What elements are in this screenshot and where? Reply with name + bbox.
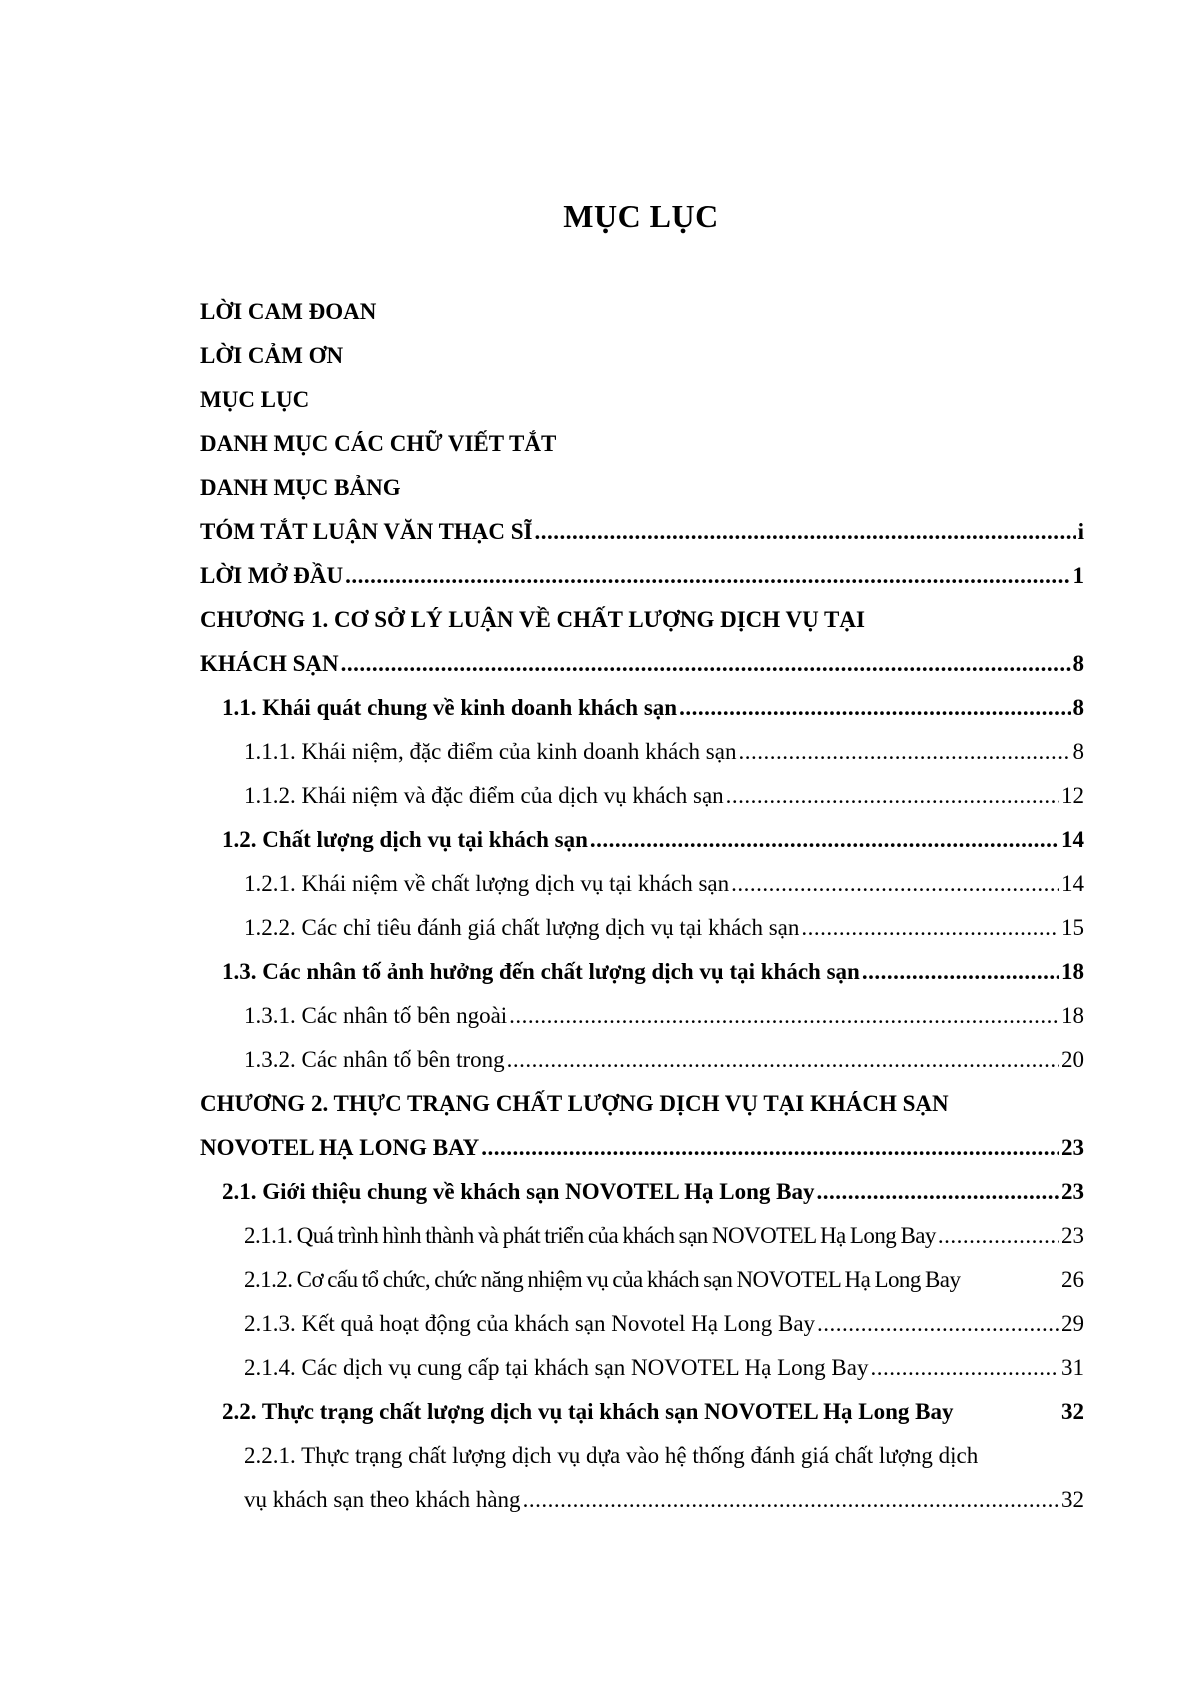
toc-entry — [200, 906, 1084, 950]
toc-page-number: 15 — [1061, 915, 1084, 940]
toc-entry — [200, 1302, 1084, 1346]
toc-entry-text: 1.2.1. Khái niệm về chất lượng dịch vụ tại khách sạn — [244, 871, 730, 896]
dot-leader — [481, 1126, 1059, 1170]
toc-page-number: 1 — [1072, 563, 1084, 588]
dot-leader — [731, 862, 1059, 906]
toc-entry — [200, 1258, 1084, 1302]
toc-page-number: 23 — [1061, 1223, 1084, 1248]
toc-page-number: 31 — [1061, 1355, 1084, 1380]
toc-entry-text: 1.1.2. Khái niệm và đặc điểm của dịch vụ khách sạn — [244, 783, 724, 808]
toc-page-number: 12 — [1061, 783, 1084, 808]
table-of-contents — [200, 290, 1084, 1522]
toc-entry — [200, 1390, 1084, 1434]
toc-entry-text: KHÁCH SẠN — [200, 651, 339, 676]
dot-leader — [535, 510, 1076, 554]
toc-page-number: 8 — [1072, 739, 1084, 764]
toc-entry-text: 2.1.4. Các dịch vụ cung cấp tại khách sạn NOVOTEL Hạ Long Bay — [244, 1355, 869, 1380]
toc-entry — [200, 1170, 1084, 1214]
toc-entry — [200, 1434, 1084, 1478]
toc-entry — [200, 1346, 1084, 1390]
dot-leader — [590, 818, 1059, 862]
toc-entry-text: DANH MỤC BẢNG — [200, 475, 401, 500]
toc-entry — [200, 554, 1084, 598]
dot-leader — [738, 730, 1070, 774]
toc-page-number: 26 — [1061, 1267, 1084, 1292]
toc-entry-text: DANH MỤC CÁC CHỮ VIẾT TẮT — [200, 431, 557, 456]
toc-page-number: 20 — [1061, 1047, 1084, 1072]
toc-entry-text: vụ khách sạn theo khách hàng — [244, 1487, 521, 1512]
dot-leader — [523, 1478, 1059, 1522]
toc-entry — [200, 378, 1084, 422]
dot-leader — [862, 950, 1059, 994]
toc-entry-text: MỤC LỤC — [200, 387, 310, 412]
page-title: MỤC LỤC — [563, 198, 719, 234]
toc-entry-text: 2.1. Giới thiệu chung về khách sạn NOVOTEL Hạ Long Bay — [222, 1179, 815, 1204]
dot-leader — [507, 1038, 1059, 1082]
dot-leader — [817, 1302, 1059, 1346]
toc-entry-text: 2.1.2. Cơ cấu tổ chức, chức năng nhiệm vụ của khách sạn NOVOTEL Hạ Long Bay — [244, 1267, 961, 1292]
toc-page-number: 23 — [1061, 1135, 1084, 1160]
toc-entry-text: 1.1. Khái quát chung về kinh doanh khách sạn — [222, 695, 678, 720]
toc-entry — [200, 1126, 1084, 1170]
toc-page-number: 29 — [1061, 1311, 1084, 1336]
toc-page-number: 14 — [1061, 827, 1084, 852]
dot-leader — [345, 554, 1070, 598]
toc-page-number: 14 — [1061, 871, 1084, 896]
toc-entry-text: CHƯƠNG 1. CƠ SỞ LÝ LUẬN VỀ CHẤT LƯỢNG DỊCH VỤ TẠI — [200, 607, 865, 632]
toc-entry — [200, 642, 1084, 686]
toc-entry — [200, 334, 1084, 378]
toc-entry — [200, 466, 1084, 510]
toc-entry-text: CHƯƠNG 2. THỰC TRẠNG CHẤT LƯỢNG DỊCH VỤ TẠI KHÁCH SẠN — [200, 1091, 949, 1116]
toc-entry — [200, 774, 1084, 818]
toc-entry — [200, 994, 1084, 1038]
toc-entry — [200, 1214, 1084, 1258]
toc-entry — [200, 598, 1084, 642]
toc-entry-text: 2.1.1. Quá trình hình thành và phát triển của khách sạn NOVOTEL Hạ Long Bay — [244, 1223, 936, 1248]
toc-page-number: 18 — [1061, 959, 1084, 984]
toc-entry — [200, 510, 1084, 554]
toc-entry — [200, 290, 1084, 334]
toc-page-number: 18 — [1061, 1003, 1084, 1028]
toc-entry-text: NOVOTEL HẠ LONG BAY — [200, 1135, 480, 1160]
toc-page-number: 23 — [1061, 1179, 1084, 1204]
toc-entry-text: 2.1.3. Kết quả hoạt động của khách sạn Novotel Hạ Long Bay — [244, 1311, 816, 1336]
toc-page-number: 32 — [1061, 1487, 1084, 1512]
toc-page-number: 8 — [1072, 651, 1084, 676]
toc-entry-text: 1.2.2. Các chỉ tiêu đánh giá chất lượng dịch vụ tại khách sạn — [244, 915, 800, 940]
toc-entry-text: 1.1.1. Khái niệm, đặc điểm của kinh doanh khách sạn — [244, 739, 737, 764]
dot-leader — [870, 1346, 1059, 1390]
toc-entry — [200, 686, 1084, 730]
toc-entry — [200, 1038, 1084, 1082]
toc-entry — [200, 730, 1084, 774]
toc-entry — [200, 1082, 1084, 1126]
dot-leader — [341, 642, 1071, 686]
dot-leader — [938, 1214, 1059, 1258]
toc-entry-text: 1.3.2. Các nhân tố bên trong — [244, 1047, 505, 1072]
toc-entry — [200, 422, 1084, 466]
toc-entry — [200, 950, 1084, 994]
dot-leader — [509, 994, 1059, 1038]
toc-entry-text: TÓM TẮT LUẬN VĂN THẠC SĨ — [200, 519, 533, 544]
toc-page-number: 32 — [1061, 1399, 1084, 1424]
toc-entry-text: 1.3. Các nhân tố ảnh hưởng đến chất lượng dịch vụ tại khách sạn — [222, 959, 860, 984]
toc-entry-text: LỜI CẢM ƠN — [200, 343, 344, 368]
toc-entry-text: 1.2. Chất lượng dịch vụ tại khách sạn — [222, 827, 588, 852]
dot-leader — [817, 1170, 1059, 1214]
toc-entry-text: 2.2. Thực trạng chất lượng dịch vụ tại khách sạn NOVOTEL Hạ Long Bay — [222, 1399, 954, 1424]
toc-entry-text: 1.3.1. Các nhân tố bên ngoài — [244, 1003, 508, 1028]
dot-leader — [726, 774, 1059, 818]
toc-page-number: i — [1077, 519, 1084, 544]
toc-page-number: 8 — [1072, 695, 1084, 720]
dot-leader — [801, 906, 1059, 950]
toc-entry — [200, 818, 1084, 862]
dot-leader — [679, 686, 1070, 730]
toc-entry — [200, 1478, 1084, 1522]
toc-entry-text: 2.2.1. Thực trạng chất lượng dịch vụ dựa vào hệ thống đánh giá chất lượng dịch — [244, 1443, 979, 1468]
toc-entry-text: LỜI MỞ ĐẦU — [200, 563, 344, 588]
toc-entry-text: LỜI CAM ĐOAN — [200, 299, 377, 324]
toc-entry — [200, 862, 1084, 906]
